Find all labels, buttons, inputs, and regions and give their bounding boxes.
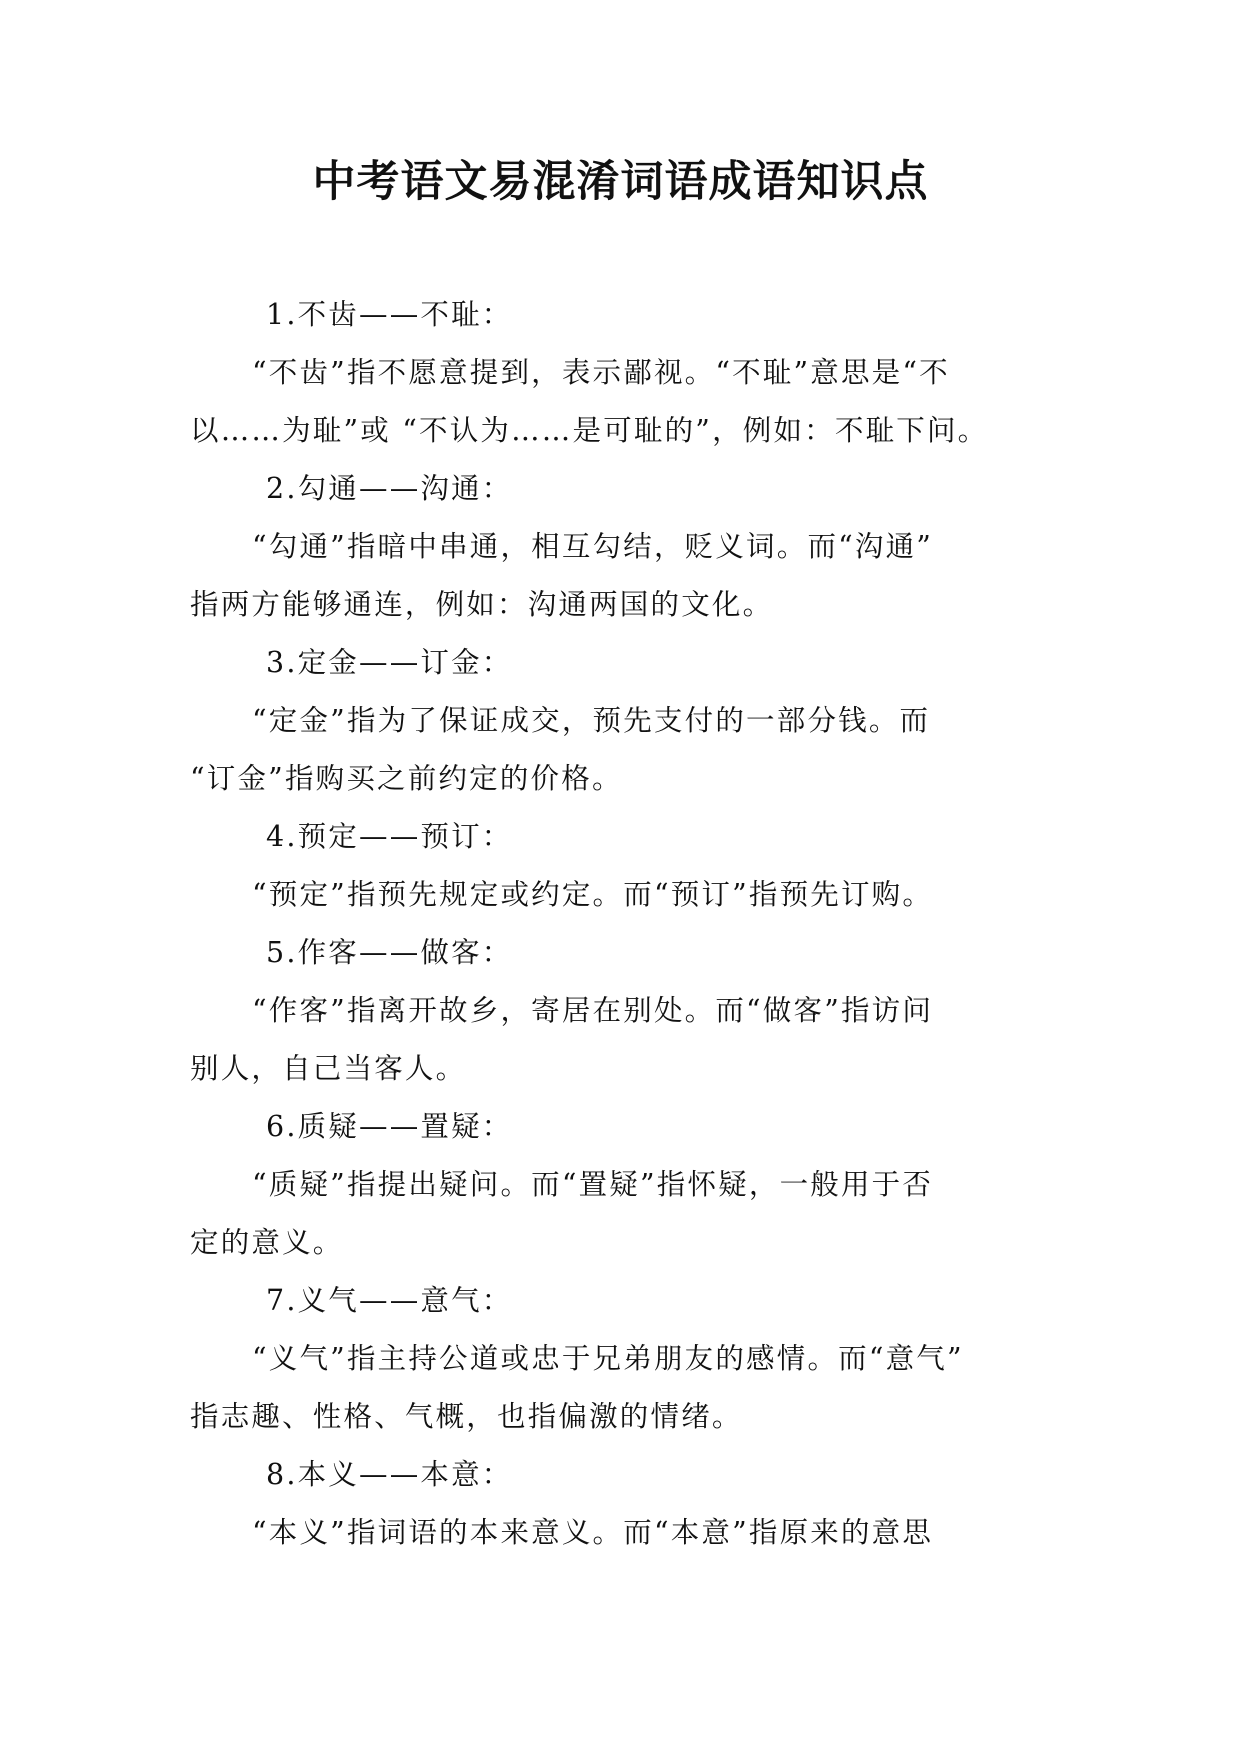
definition-line: 指两方能够通连，例如：沟通两国的文化。 xyxy=(190,588,774,621)
definition-line: “质疑”指提出疑问。而“置疑”指怀疑，一般用于否 xyxy=(252,1168,934,1201)
page-title: 中考语文易混淆词语成语知识点 xyxy=(312,157,929,207)
definition-line: 别人，自己当客人。 xyxy=(190,1052,467,1085)
definition-line: 指志趣、性格、气概，也指偏激的情绪。 xyxy=(190,1400,743,1433)
definition-line: “本义”指词语的本来意义。而“本意”指原来的意思 xyxy=(252,1516,934,1549)
definition-line: “作客”指离开故乡，寄居在别处。而“做客”指访问 xyxy=(252,994,934,1027)
definition-line: “义气”指主持公道或忠于兄弟朋友的感情。而“意气” xyxy=(252,1342,964,1375)
definition-line: “不齿”指不愿意提到，表示鄙视。“不耻”意思是“不 xyxy=(252,356,950,389)
definition-line: “订金”指购买之前约定的价格。 xyxy=(190,762,623,795)
term-heading-7: 7.义气——意气： xyxy=(266,1284,513,1317)
definition-line: “定金”指为了保证成交，预先支付的一部分钱。而 xyxy=(252,704,931,737)
term-heading-5: 5.作客——做客： xyxy=(266,936,513,969)
term-heading-1: 1.不齿——不耻： xyxy=(266,298,513,331)
term-heading-2: 2.勾通——沟通： xyxy=(266,472,513,505)
definition-line: 定的意义。 xyxy=(190,1226,344,1259)
term-heading-8: 8.本义——本意： xyxy=(266,1458,513,1491)
definition-line: “勾通”指暗中串通，相互勾结，贬义词。而“沟通” xyxy=(252,530,934,563)
document-body xyxy=(190,286,1050,1562)
term-heading-3: 3.定金——订金： xyxy=(266,646,513,679)
term-heading-6: 6.质疑——置疑： xyxy=(266,1110,513,1143)
definition-line: 以……为耻”或 “不认为……是可耻的”，例如：不耻下问。 xyxy=(190,414,989,447)
definition-line: “预定”指预先规定或约定。而“预订”指预先订购。 xyxy=(252,878,934,911)
term-heading-4: 4.预定——预订： xyxy=(266,820,513,853)
